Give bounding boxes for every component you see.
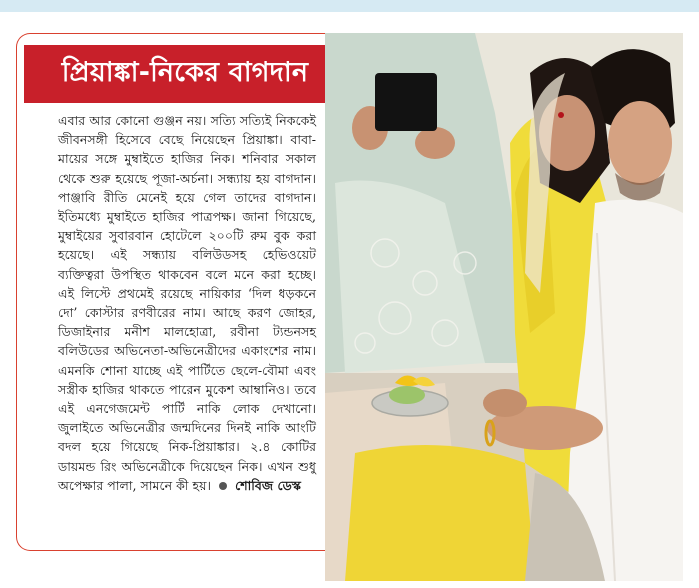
byline-bullet-icon bbox=[219, 482, 227, 490]
headline-text: প্রিয়াঙ্কা-নিকের বাগদান bbox=[61, 56, 309, 88]
article-body-text: এবার আর কোনো গুঞ্জন নয়। সত্যি সত্যিই নিককেই জীবনসঙ্গী হিসেবে বেছে নিয়েছেন প্রিয়াঙ্কা। বাবা-মায়ের সঙ্গে মুম্বাইতে হাজির নিক। শনিবার সকাল থেকে শুরু হয়েছে পূজা-অর্চনা। সন্ধ্যায় হয় বাগদান। পাঞ্জাবি রীতি মেনেই হয়ে গেল তাদের বাগদান। ইতিমধ্যে মুম্বাইতে হাজির পাত্রপক্ষ। জানা গিয়েছে, মুম্বাইয়ের সুবারবান হোটেলে ২০০টি রুম বুক করা হয়েছে। এই সন্ধ্যায় বলিউডসহ হেভিওয়েট ব্যক্তিত্বরা উপস্থিত থাকবেন বলে মনে করা হচ্ছে। এই লিস্টে প্রথমেই রয়েছে নায়িকার ‘দিল ধড়কনে দো’ কোস্টার রণবীরের নাম। আছে করণ জোহর, ডিজাইনার মনীশ মালহোত্রা, রবীনা ট্যন্ডনসহ বলিউডের অভিনেতা-অভিনেত্রীদের একাংশের নাম। এমনকি শোনা যাচ্ছে এই পার্টিতে ছেলে-বৌমা এবং সস্ত্রীক হাজির থাকতে পারেন মুকেশ আম্বানিও। তবে এই এনগেজমেন্ট পার্টি নাকি লোক দেখানো। জুলাইতে অভিনেত্রীর জন্মদিনের দিনই নাকি আংটি বদল হয়ে গিয়েছে নিক-প্রিয়াঙ্কার। ২.৪ কোটির ডায়মন্ড রিং অভিনেত্রীকে দিয়েছেন নিক। এখন শুধু অপেক্ষার পালা, সামনে কী হয়। bbox=[58, 113, 316, 493]
article-body bbox=[58, 111, 316, 495]
engagement-ceremony-illustration bbox=[325, 33, 683, 581]
top-decorative-strip bbox=[0, 0, 699, 12]
phone-icon bbox=[375, 73, 437, 131]
byline: শোবিজ ডেস্ক bbox=[235, 477, 302, 493]
headline-banner bbox=[24, 45, 346, 103]
article-photo bbox=[325, 33, 683, 581]
